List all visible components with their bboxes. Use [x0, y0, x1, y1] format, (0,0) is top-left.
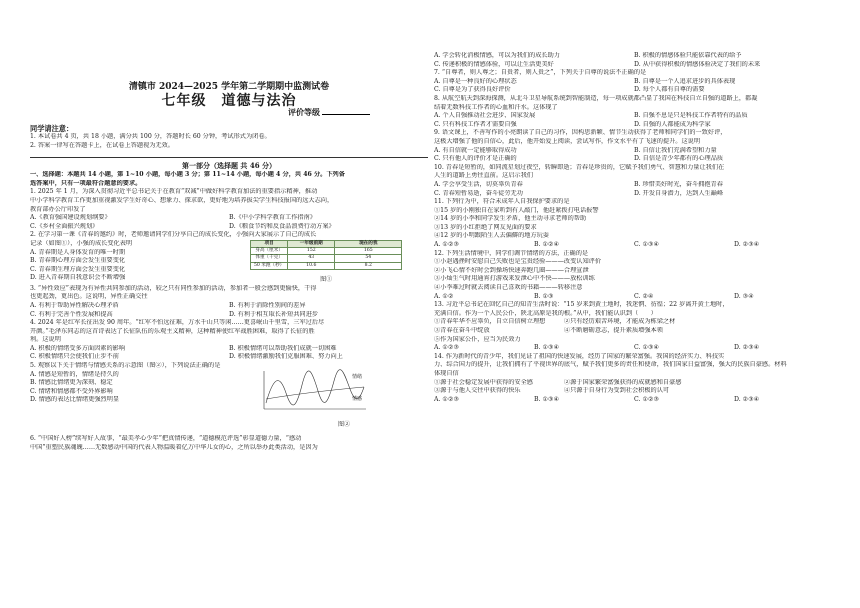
question-2 [30, 231, 428, 284]
question-text: 记录（如图①），小强的成长变化表明 [30, 239, 133, 247]
question-text: ①小赵遇挫时安慰自己失败也是宝贵经验———改变认知评价 [434, 258, 602, 266]
question-text: 10. 青春是短暂的，如同流星划过夜空，转瞬即逝；青春是珍贵的，它赋予我们勇气、智慧和力量让我们在 [434, 163, 725, 171]
option: D. ③④ [734, 292, 754, 300]
question-text: 14. 作为新时代的青少年，我们见证了祖国的快速发展，经历了国家的繁荣富强。我国的经济实力、科技实 [434, 352, 725, 360]
question-text: 4. 2024 年是红军长征出发 90 周年。“红军不怕远征难，万水千山只等闲……更喜岷山千里雪，三军过后尽 [30, 319, 325, 327]
option: A. 自尊是一种良好的心理状态 [434, 77, 517, 85]
question-text: 开颜。”毛泽东同志的这首诗表达了长征队伍的乐观主义精神，这种精神使红军战胜困难，取得了长征的胜 [30, 327, 315, 335]
question-text: ⑤作为国家公仆，应当为民效力 [434, 335, 521, 343]
question-text: ③13 岁的小红拒绝了网友见面的要求 [434, 223, 537, 231]
table-cell: 50 米跑（秒） [251, 262, 288, 269]
part1-instruction: 选答案中，只有一项最符合题意的要求。 [30, 179, 142, 187]
question-text: 6. “中国好人榜”续写好人故事，“最美孝心少年”把真情传递，“道德模范评选”彰显道德力量，“感动 [30, 435, 302, 443]
option: A. 有自信就一定能够取得成功 [434, 146, 517, 154]
table-header: 项目 [251, 240, 288, 247]
feeling-label: 情感 [352, 395, 363, 402]
question-text: 9. 语文课上，不善写作的小亮朗读了自己的习作，因构思新颖、情节生动获得了老师和同学们的一致好评， [434, 129, 727, 137]
question-text: 5. 观察以下关于情绪与情感关系的示意图（图②），下列说法正确的是 [30, 362, 221, 370]
table-cell: 身高（厘米） [251, 247, 288, 254]
option: A. ①②③ [434, 395, 460, 403]
option: D. ②③④ [734, 344, 760, 352]
question-text: 人生的道路上勇往直前。这启示我们 [434, 172, 533, 180]
option: C. 只有科技工作者才需要自强 [434, 120, 517, 128]
question-4 [30, 319, 428, 362]
table-cell: 10.6 [288, 262, 335, 269]
left-column [30, 0, 428, 452]
table-cell: 165 [335, 247, 402, 254]
option: B. 青春期心理方面会发生重要变化 [30, 257, 126, 265]
question-text: 1. 2025 年 1 月，为深入贯彻习近平总书记关于在教育“双减”中做好科学教育加法的重要指示精神，推动 [30, 188, 318, 196]
question-text: 利。这说明 [30, 336, 61, 344]
part1-instruction: 一、选择题：本题共 14 小题，第 1~10 小题，每小题 3 分；第 11~14 小题，每小题 4 分，共 46 分。下列备 [30, 171, 345, 179]
option: B. ①③④ [534, 344, 560, 352]
question-text: 结着无数科技工作者的心血和汗水。这体现了 [434, 103, 558, 111]
question-text: ④小李难过时就去阅读自己喜欢的书籍———转移注意 [434, 284, 583, 292]
grade-line [30, 108, 428, 117]
option: B. 情感比情绪更为深刻、稳定 [30, 379, 113, 387]
question-text: 体现自信 [434, 369, 459, 377]
option: C. 传递积极的情感体验，可以让生活更美好 [434, 60, 554, 68]
figure-1-caption: 图① [320, 276, 333, 284]
option: B. 珍惜美好时光，奋斗拥抱青春 [634, 180, 723, 188]
question-text: ③源于与他人交往中获得的快乐 ④只源于自身行为受到社会积极的认可 [434, 387, 670, 395]
notice-item: 1. 本试卷共 4 页，共 18 小题，满分共 100 分，答题时长 60 分钟，考试形式为闭卷。 [30, 133, 271, 141]
figure-1 [250, 240, 402, 285]
notice-section [30, 125, 428, 151]
question-text: ④12 岁的小明跟陌生人去偏僻的地方玩耍 [434, 232, 550, 240]
question-14 [434, 353, 834, 405]
option: B. ①②④ [534, 241, 560, 249]
option: C. 只有他人的评价才是正确的 [434, 155, 517, 163]
question-text: 12. 下列生活情境中，同学们调节情绪的方法，正确的是 [434, 249, 589, 257]
feeling-curve [266, 387, 364, 399]
subject-title: 七年级 道德与法治 [161, 92, 297, 109]
question-5 [30, 362, 428, 429]
question-text: ②14 岁的小李和同学发生矛盾，他主动寻求老师的帮助 [434, 215, 587, 223]
question-7 [434, 69, 834, 95]
option: B. ①③④ [534, 395, 560, 403]
option: D. 每个人都有自尊的需要 [634, 86, 705, 94]
option: B. 自信让我们充满希望和力量 [634, 146, 717, 154]
option: D. 有利于相互取长补短共同进步 [229, 310, 319, 318]
question-text: 中国”重塑民族魂魄……无数感动中国的代表人物温暖着亿万中华儿女的心，之所以举办此类活动，是因为 [30, 443, 318, 451]
option: D.《粮食节约和反食品浪费行动方案》 [229, 222, 335, 230]
question-text: 也更起劲，更出色。这说明，异性正确交往 [30, 293, 148, 301]
table-cell: 152 [288, 247, 335, 254]
question-text: 8. 从航空航天到深海探测，从北斗卫星导航系统到智能制造，每一项成就都凸显了我国在科技自立自强的道路上，都凝 [434, 94, 758, 102]
option: B. ①③ [534, 292, 554, 300]
question-11 [434, 198, 834, 250]
question-text: 3. “异性效应”表现为有异性共同参加的活动，较之只有同性参加的活动，参加者一般会感到更愉快，干得 [30, 284, 317, 292]
question-text: ①源于社会稳定发展中获得的安全感 ②源于国家繁荣富强获得的成就感和自豪感 [434, 378, 682, 386]
question-text: ③青春在奋斗中绽放 ④不断磨砺意志，提升素质增强本领 [434, 327, 663, 334]
option: C. ①③④ [634, 241, 660, 249]
question-13 [434, 301, 834, 353]
part1-title: 第一部分（选择题 共 46 分） [181, 160, 277, 170]
option: A. 学会享受生活，切莫辜负青春 [434, 180, 523, 188]
option: A. 个人自强推动社会进步、国家发展 [434, 112, 536, 120]
option: D. 从中获得积极的情感体验决定了我们的未来 [634, 60, 761, 68]
option: C.《乡村全面振兴规划》 [30, 222, 99, 230]
table-header: 现在的我 [335, 240, 402, 247]
question-text: 11. 下列行为中，符合未成年人自我保护要求的是 [434, 198, 570, 206]
figure-2 [260, 369, 370, 421]
question-text: 教育部办公厅印发了 [30, 205, 86, 213]
option: D. ②③④ [734, 241, 760, 249]
question-text: ③小灿生气时用通宵打游戏来发泄心中不快———放松训练 [434, 275, 595, 283]
option: D. 自信是青少年都有的心理品质 [634, 155, 724, 163]
option: C. 自尊是为了获得良好评价 [434, 86, 511, 94]
question-text: 2. 在学习第一课《青春的邀约》时，老师邀请同学们分享自己的成长变化，小强向大家展示了自己的成长 [30, 231, 317, 239]
option: C. ②④ [634, 292, 654, 300]
option: B.《中小学科学教育工作指南》 [229, 214, 316, 222]
notice-item: 2. 答案一律写在答题卡上，在试卷上答题视为无效。 [30, 141, 174, 149]
option: A. 学会转化消极情感，可以为我们的成长助力 [434, 52, 560, 59]
question-text: 13. 习近平总书记在回忆自己的知青生活时说：“15 岁来到黄土地时，我迷惘、彷徨；22 岁离开黄土地时， [434, 301, 729, 309]
option: A. 青春期是人身体发育的唯一时期 [30, 248, 126, 256]
option: C. ①③④ [634, 344, 660, 352]
option: A. ①② [434, 292, 454, 300]
emotion-label: 情绪 [352, 373, 363, 380]
divider [30, 157, 428, 158]
question-text: 7. “自尊者，则人尊之；自贵者，则人贵之”，下列关于自尊的说法不正确的是 [434, 69, 647, 77]
option: B. 自尊是一个人追求进步的具体表现 [634, 77, 736, 85]
table-cell: 54 [335, 255, 402, 262]
table-cell: 43 [288, 255, 335, 262]
exam-title: 清镇市 2024—2025 学年第二学期期中监测试卷 [128, 82, 330, 92]
question-text: ②小飞心情不好时会到操场快速奔跑几圈———合理宣泄 [434, 266, 589, 274]
grade-label: 评价等级 [288, 107, 320, 118]
table-cell: 8.2 [335, 262, 402, 269]
question-1 [30, 188, 428, 231]
table-header: 一年级前期 [288, 240, 335, 247]
question-text: ①青春年华不应辜负，自立自信树立理想 ②只有经历艰苦环境，才能成为栋梁之材 [434, 318, 676, 326]
question-9 [434, 129, 834, 163]
question-6 [30, 435, 428, 452]
question-text: 这极大增强了他的自信心，此后，他开始爱上阅读，尝试写作，作文水平有了飞速的提升。这说明 [434, 137, 701, 145]
option: B. 积极的情感体验只能依靠代表的给予 [634, 52, 742, 59]
question-6-options [434, 52, 834, 69]
table-cell: 体重（千克） [251, 255, 288, 262]
option: D. 情感的表达比情绪更强烈明显 [30, 396, 120, 404]
option: C. 青春期生理方面会发生重要变化 [30, 265, 126, 273]
option: D. ②③④ [734, 395, 760, 403]
question-text: 充满自信。作为一个人民公仆，陕北高原是我的根。”从中，我们能认识到（ ） [434, 309, 657, 317]
question-text: 中小学科学教育工作更加重视激发学生好奇心、想象力、探求欲，更好地为培养拔尖学生科技报国的远大志向， [30, 196, 334, 204]
option: C. 积极情绪只会使我们止步不前 [30, 353, 119, 361]
option: B. 积极情绪可以帮助我们成就一切困难 [229, 344, 337, 352]
option: D. 积极情绪激励我们克服困难、努力向上 [229, 353, 343, 361]
question-10 [434, 164, 834, 198]
option: C. 青春短暂易逝，奋斗徒劳无功 [434, 189, 523, 197]
question-8 [434, 95, 834, 129]
option: C. 情绪和情感都不受外界影响 [30, 387, 113, 395]
option: A. 情感是短暂的，情绪是持久的 [30, 370, 119, 378]
right-column [434, 52, 834, 404]
question-12 [434, 250, 834, 302]
notice-heading: 同学请注意： [30, 123, 74, 133]
option: D. 开发自身潜力，达到人生巅峰 [634, 189, 724, 197]
option: C. 有利于完善个性发展和提高 [30, 310, 113, 318]
option: A. 有利于帮助异性解决心理矛盾 [30, 301, 119, 309]
question-text: ①15 岁的小刚独自在家听到有人敲门，他赶紧拨打电话报警 [434, 206, 599, 214]
option: B. 自强不息是只是科技工作者特有的品质 [634, 112, 748, 120]
emotion-curve [266, 369, 364, 404]
growth-table [250, 240, 402, 271]
option: A. 积极的情绪受多方面因素的影响 [30, 344, 126, 352]
figure-2-caption: 图② [337, 420, 350, 428]
grade-blank [322, 114, 370, 115]
option: D. 进入青春期自我意识会不断增强 [30, 274, 126, 282]
question-text: 力、综合国力的提升，让我们拥有了平视世界的底气，赋予我们更多的责任和使命，我们国家日益富强，强大的民族自豪感。材料 [434, 361, 787, 369]
option: C. ①②③ [634, 395, 660, 403]
option: D. 自强的人都能成为科学家 [634, 120, 711, 128]
question-3 [30, 285, 428, 319]
option: A. ①②③ [434, 344, 460, 352]
option: A.《教育强国建设规划纲要》 [30, 214, 111, 222]
option: A. ①②③ [434, 241, 460, 249]
option: B. 有利于消除性别间的差异 [229, 301, 306, 309]
